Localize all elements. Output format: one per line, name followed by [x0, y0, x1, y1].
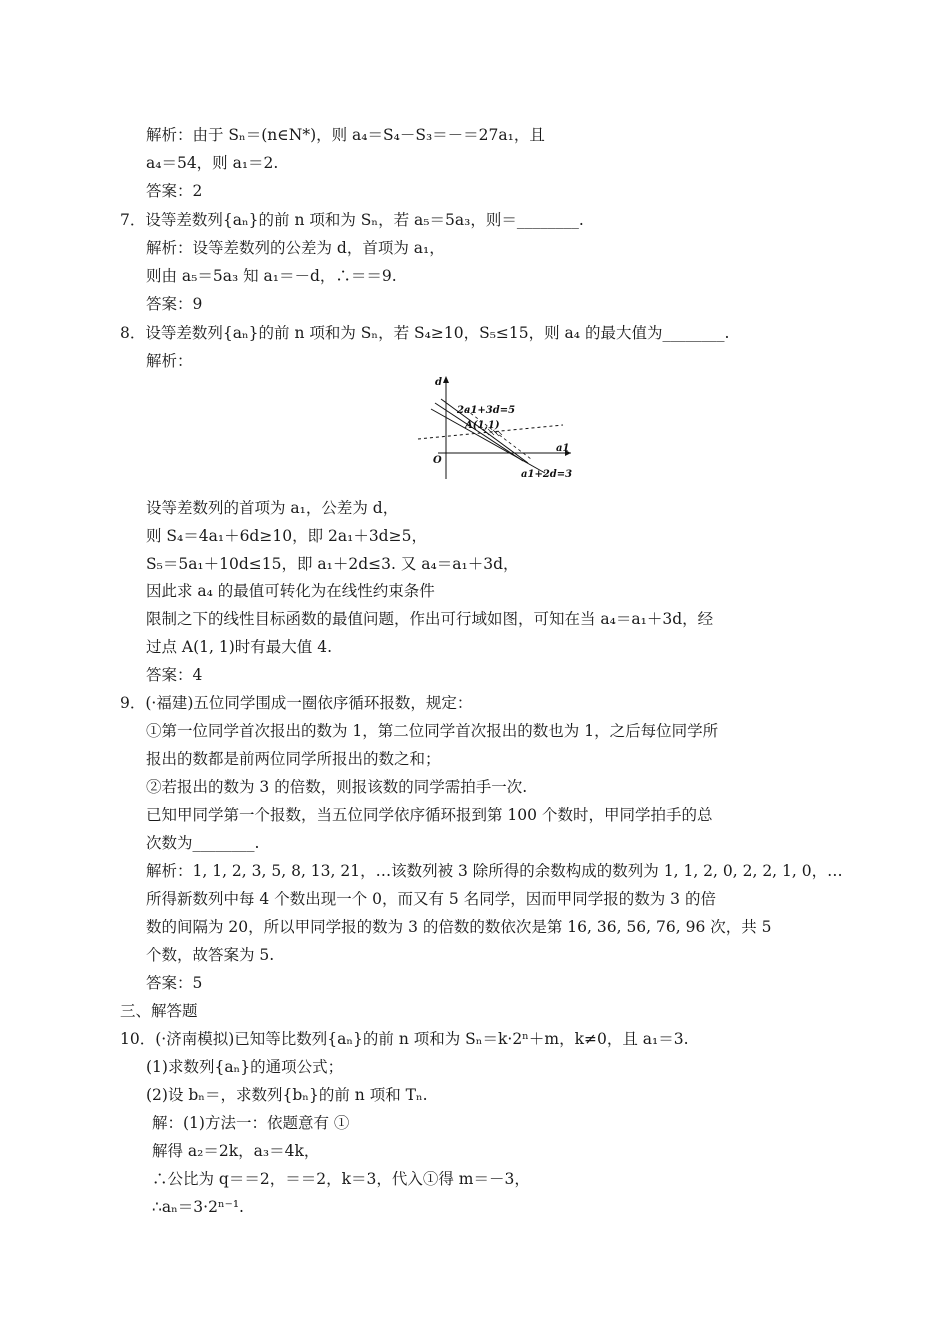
section-heading: 三、解答题	[120, 1002, 198, 1020]
text-line: ∴公比为 q＝＝2，＝＝2，k＝3，代入①得 m＝－3，	[152, 1170, 530, 1188]
text-line: 所得新数列中每 4 个数出现一个 0，而又有 5 名同学，因而甲同学报的数为 3 的倍	[146, 890, 716, 908]
text-line: ∴aₙ＝3·2ⁿ⁻¹.	[152, 1198, 244, 1216]
text-line: 8．设等差数列{aₙ}的前 n 项和为 Sₙ，若 S₄≥10，S₅≤15，则 a₄ 的最大值为________.	[120, 324, 730, 342]
text-line: ①第一位同学首次报出的数为 1，第二位同学首次报出的数也为 1，之后每位同学所	[146, 722, 719, 740]
origin-label: O	[433, 455, 442, 466]
text-line: 过点 A(1, 1)时有最大值 4.	[146, 638, 333, 656]
text-line: 则由 a₅＝5a₃ 知 a₁＝－d，∴＝＝9.	[146, 267, 397, 285]
text-line: 解：(1)方法一：依题意有 ①	[152, 1114, 350, 1132]
axis-label-a1: a1	[556, 443, 570, 454]
text-line: 7．设等差数列{aₙ}的前 n 项和为 Sₙ，若 a₅＝5a₃，则＝________.	[120, 211, 584, 229]
text-line: 次数为________.	[146, 834, 260, 852]
text-line: S₅＝5a₁＋10d≤15，即 a₁＋2d≤3. 又 a₄＝a₁＋3d，	[146, 555, 519, 573]
text-line: 答案：5	[146, 974, 203, 992]
text-line: 解析：1, 1, 2, 3, 5, 8, 13, 21，…该数列被 3 除所得的余数构成的数列为 1, 1, 2, 0, 2, 2, 1, 0，…	[146, 862, 843, 880]
feasible-region-figure	[413, 371, 573, 491]
text-line: 10．(·济南模拟)已知等比数列{aₙ}的前 n 项和为 Sₙ＝k·2ⁿ＋m，k≠0，且 a₁＝3.	[120, 1030, 689, 1048]
point-label-a: A(1,1)	[465, 420, 500, 431]
text-line: 解得 a₂＝2k，a₃＝4k，	[152, 1142, 320, 1160]
text-line: 设等差数列的首项为 a₁，公差为 d，	[146, 499, 399, 517]
text-line: 答案：9	[146, 295, 203, 313]
text-line: 报出的数都是前两位同学所报出的数之和；	[146, 750, 441, 768]
text-line: 9．(·福建)五位同学围成一圈依序循环报数，规定：	[120, 694, 473, 712]
text-line: (2)设 bₙ＝，求数列{bₙ}的前 n 项和 Tₙ.	[146, 1086, 428, 1104]
text-line: (1)求数列{aₙ}的通项公式；	[146, 1058, 344, 1076]
text-line: ②若报出的数为 3 的倍数，则报该数的同学需拍手一次.	[146, 778, 528, 796]
axis-label-d: d	[435, 377, 442, 388]
text-line: 则 S₄＝4a₁＋6d≥10，即 2a₁＋3d≥5，	[146, 527, 427, 545]
line-label-a1-2d-3: a1+2d=3	[521, 469, 573, 480]
text-line: 个数，故答案为 5.	[146, 946, 275, 964]
text-line: 数的间隔为 20，所以甲同学报的数为 3 的倍数的数依次是第 16, 36, 56, 76, 96 次，共 5	[146, 918, 772, 936]
line-2a1-3d-5	[431, 409, 545, 473]
text-line: 答案：4	[146, 666, 203, 684]
text-line: 限制之下的线性目标函数的最值问题，作出可行域如图，可知在当 a₄＝a₁＋3d，经	[146, 610, 714, 628]
text-line: a₄＝54，则 a₁＝2.	[146, 154, 279, 172]
text-line: 答案：2	[146, 182, 203, 200]
text-line: 已知甲同学第一个报数，当五位同学依序循环报到第 100 个数时，甲同学拍手的总	[146, 806, 713, 824]
text-line: 因此求 a₄ 的最值可转化为在线性约束条件	[146, 582, 435, 600]
text-line: 解析：设等差数列的公差为 d，首项为 a₁，	[146, 239, 445, 257]
text-line: 解析：	[146, 352, 193, 370]
text-line: 解析：由于 Sₙ＝(n∈N*)，则 a₄＝S₄－S₃＝－＝27a₁，且	[146, 126, 545, 144]
line-label-2a1-3d-5: 2a1+3d=5	[457, 405, 516, 416]
y-axis-arrow-icon	[443, 376, 449, 383]
